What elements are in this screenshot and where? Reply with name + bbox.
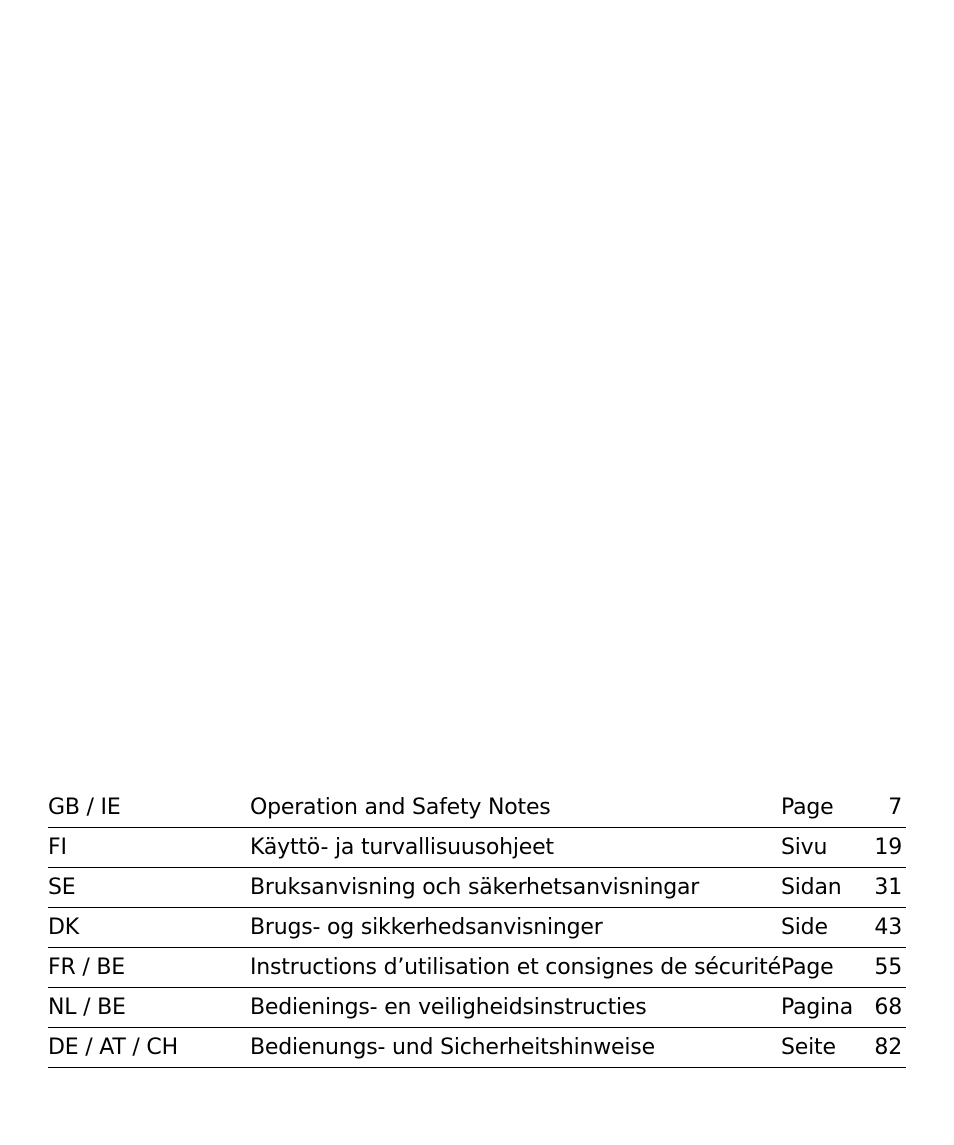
language-code: DE / AT / CH — [48, 1035, 178, 1060]
toc-row-fi[interactable] — [48, 828, 906, 868]
language-code: DK — [48, 915, 79, 940]
section-title: Operation and Safety Notes — [250, 795, 551, 820]
language-code: GB / IE — [48, 795, 121, 820]
language-code: FI — [48, 835, 67, 860]
language-code: SE — [48, 875, 76, 900]
page-label: Side — [781, 915, 828, 940]
toc-row-fr-be[interactable] — [48, 948, 906, 988]
language-code: FR / BE — [48, 955, 125, 980]
page-number: 31 — [874, 875, 902, 900]
section-title: Käyttö- ja turvallisuusohjeet — [250, 835, 554, 860]
toc-row-se[interactable] — [48, 868, 906, 908]
section-title: Bedienings- en veiligheidsinstructies — [250, 995, 647, 1020]
page-label: Sidan — [781, 875, 842, 900]
page-label: Seite — [781, 1035, 836, 1060]
page-number: 19 — [874, 835, 902, 860]
section-title: Instructions d’utilisation et consignes de sécurité — [250, 955, 781, 980]
page-label: Page — [781, 795, 834, 820]
toc-row-dk[interactable] — [48, 908, 906, 948]
language-code: NL / BE — [48, 995, 126, 1020]
toc-row-nl-be[interactable] — [48, 988, 906, 1028]
section-title: Brugs- og sikkerhedsanvisninger — [250, 915, 603, 940]
page-number: 55 — [874, 955, 902, 980]
page-number: 82 — [874, 1035, 902, 1060]
page-label: Page — [781, 955, 834, 980]
language-table-of-contents — [48, 788, 906, 1068]
toc-row-gb-ie[interactable] — [48, 788, 906, 828]
page-label: Sivu — [781, 835, 828, 860]
section-title: Bedienungs- und Sicherheitshinweise — [250, 1035, 655, 1060]
page-label: Pagina — [781, 995, 854, 1020]
page-number: 7 — [888, 795, 902, 820]
page-number: 68 — [874, 995, 902, 1020]
page-number: 43 — [874, 915, 902, 940]
section-title: Bruksanvisning och säkerhetsanvisningar — [250, 875, 700, 900]
toc-row-de-at-ch[interactable] — [48, 1028, 906, 1068]
